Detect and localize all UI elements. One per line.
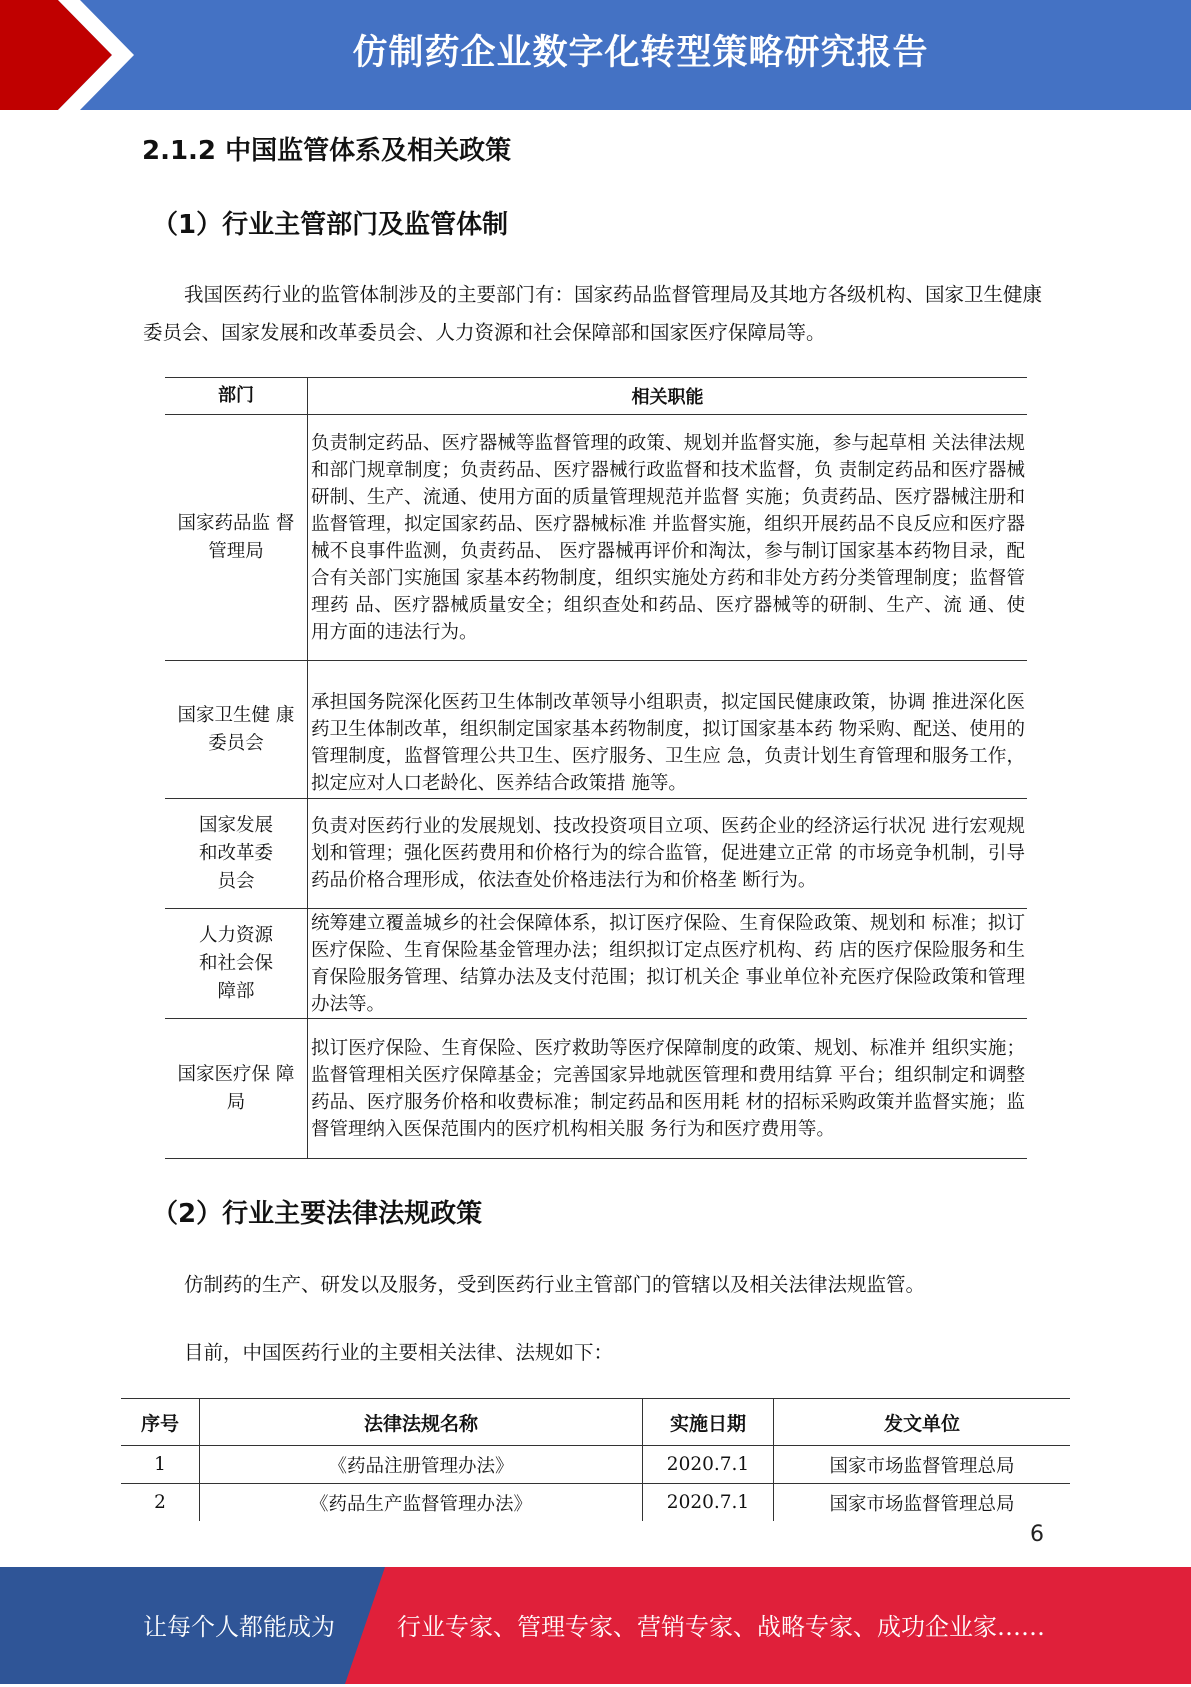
footer-slogan-right: 行业专家、管理专家、营销专家、战略专家、成功企业家……: [397, 1613, 1045, 1641]
intro-paragraph: 我国医药行业的监管体制涉及的主要部门有：国家药品监督管理局及其地方各级机构、国家卫生健康委员会、国家发展和改革委员会、人力资源和社会保障部和国家医疗保障局等。: [143, 283, 1043, 344]
subsection-heading-1: （1）行业主管部门及监管体制: [152, 210, 509, 240]
header-arrow-decoration: [0, 0, 170, 110]
department-functions: 统筹建立覆盖城乡的社会保障体系，拟订医疗保险、生育保险政策、规划和 标准；拟订医疗保险、生育保险基金管理办法；组织拟订定点医疗机构、药 店的医疗保险服务和生育保险服务管理、结算办法及支付范围；拟订机关企 事业单位补充医疗保险政策和管理办法等。: [308, 909, 1028, 1019]
column-header: 序号: [121, 1399, 200, 1446]
department-name: 国家发展和改革委员会: [198, 814, 273, 892]
law-name: 《药品注册管理办法》: [200, 1446, 643, 1484]
effective-date: 2020.7.1: [643, 1446, 774, 1484]
department-name: 国家药品监 督管理局: [177, 512, 295, 562]
law-name: 《药品生产监督管理办法》: [200, 1484, 643, 1522]
report-title: 仿制药企业数字化转型策略研究报告: [352, 33, 929, 73]
department-functions: 拟订医疗保险、生育保险、医疗救助等医疗保障制度的政策、规划、标准并 组织实施；监督管理相关医疗保障基金；完善国家异地就医管理和费用结算 平台；组织制定和调整药品、医疗服务价格和收费标准；制定药品和医用耗 材的招标采购政策并监督实施；监督管理纳入医保范围内的医疗机构相关服 务行为和医疗费用等。: [308, 1019, 1028, 1159]
page-header: [0, 0, 1191, 110]
table-row: [165, 909, 1027, 1019]
department-name: 国家卫生健 康委员会: [177, 704, 295, 754]
department-name: 国家医疗保 障局: [177, 1063, 295, 1113]
row-number: 1: [121, 1446, 200, 1484]
row-number: 2: [154, 1492, 166, 1513]
table-row: [121, 1446, 1070, 1484]
column-header: 相关职能: [308, 378, 1028, 415]
column-header: 实施日期: [643, 1399, 774, 1446]
table-header-row: [165, 378, 1027, 415]
table-header-row: [121, 1399, 1070, 1446]
subsection-heading-2: （2）行业主要法律法规政策: [152, 1199, 483, 1229]
department-functions: 承担国务院深化医药卫生体制改革领导小组职责，拟定国民健康政策，协调 推进深化医药卫生体制改革，组织制定国家基本药物制度，拟订国家基本药 物采购、配送、使用的管理制度，监督管理公共卫生、医疗服务、卫生应 急，负责计划生育管理和服务工作，拟定应对人口老龄化、医养结合政策措 施等。: [308, 661, 1028, 799]
footer-slogan-left: 让每个人都能成为: [143, 1613, 335, 1641]
issuing-authority: 国家市场监督管理总局: [774, 1484, 1071, 1522]
laws-list-intro: 目前，中国医药行业的主要相关法律、法规如下：: [184, 1341, 614, 1364]
department-functions: 负责制定药品、医疗器械等监督管理的政策、规划并监督实施，参与起草相 关法律法规和部门规章制度；负责药品、医疗器械行政监督和技术监督，负 责制定药品和医疗器械研制、生产、流通、使用方面的质量管理规范并监督 实施；负责药品、医疗器械注册和监督管理，拟定国家药品、医疗器械标准 并监督实施，组织开展药品不良反应和医疗器械不良事件监测，负责药品、 医疗器械再评价和淘汰，参与制订国家基本药物目录，配合有关部门实施国 家基本药物制度，组织实施处方药和非处方药分类管理制度；监督管理药 品、医疗器械质量安全；组织查处和药品、医疗器械等的研制、生产、流 通、使用方面的违法行为。: [308, 415, 1028, 661]
page-number: 6: [1030, 1522, 1044, 1547]
department-name: 人力资源和社会保障部: [198, 924, 273, 1002]
regulators-table: [165, 377, 1027, 1159]
department-functions: 负责对医药行业的发展规划、技改投资项目立项、医药企业的经济运行状况 进行宏观规划和管理；强化医药费用和价格行为的综合监管，促进建立正常 的市场竞争机制，引导药品价格合理形成，依法查处价格违法行为和价格垄 断行为。: [308, 799, 1028, 909]
table-row: [165, 799, 1027, 909]
table-row: [165, 1019, 1027, 1159]
effective-date: 2020.7.1: [643, 1484, 774, 1522]
table-row: [165, 661, 1027, 799]
column-header: 法律法规名称: [200, 1399, 643, 1446]
issuing-authority: 国家市场监督管理总局: [774, 1446, 1071, 1484]
section-heading: 2.1.2 中国监管体系及相关政策: [142, 136, 512, 166]
column-header: 发文单位: [774, 1399, 1071, 1446]
table-row: [121, 1484, 1070, 1522]
column-header: 部门: [165, 378, 308, 415]
table-row: [165, 415, 1027, 661]
laws-intro-paragraph: 仿制药的生产、研发以及服务，受到医药行业主管部门的管辖以及相关法律法规监管。: [184, 1273, 926, 1296]
page-footer: [0, 1567, 1191, 1684]
laws-table: [121, 1398, 1070, 1521]
